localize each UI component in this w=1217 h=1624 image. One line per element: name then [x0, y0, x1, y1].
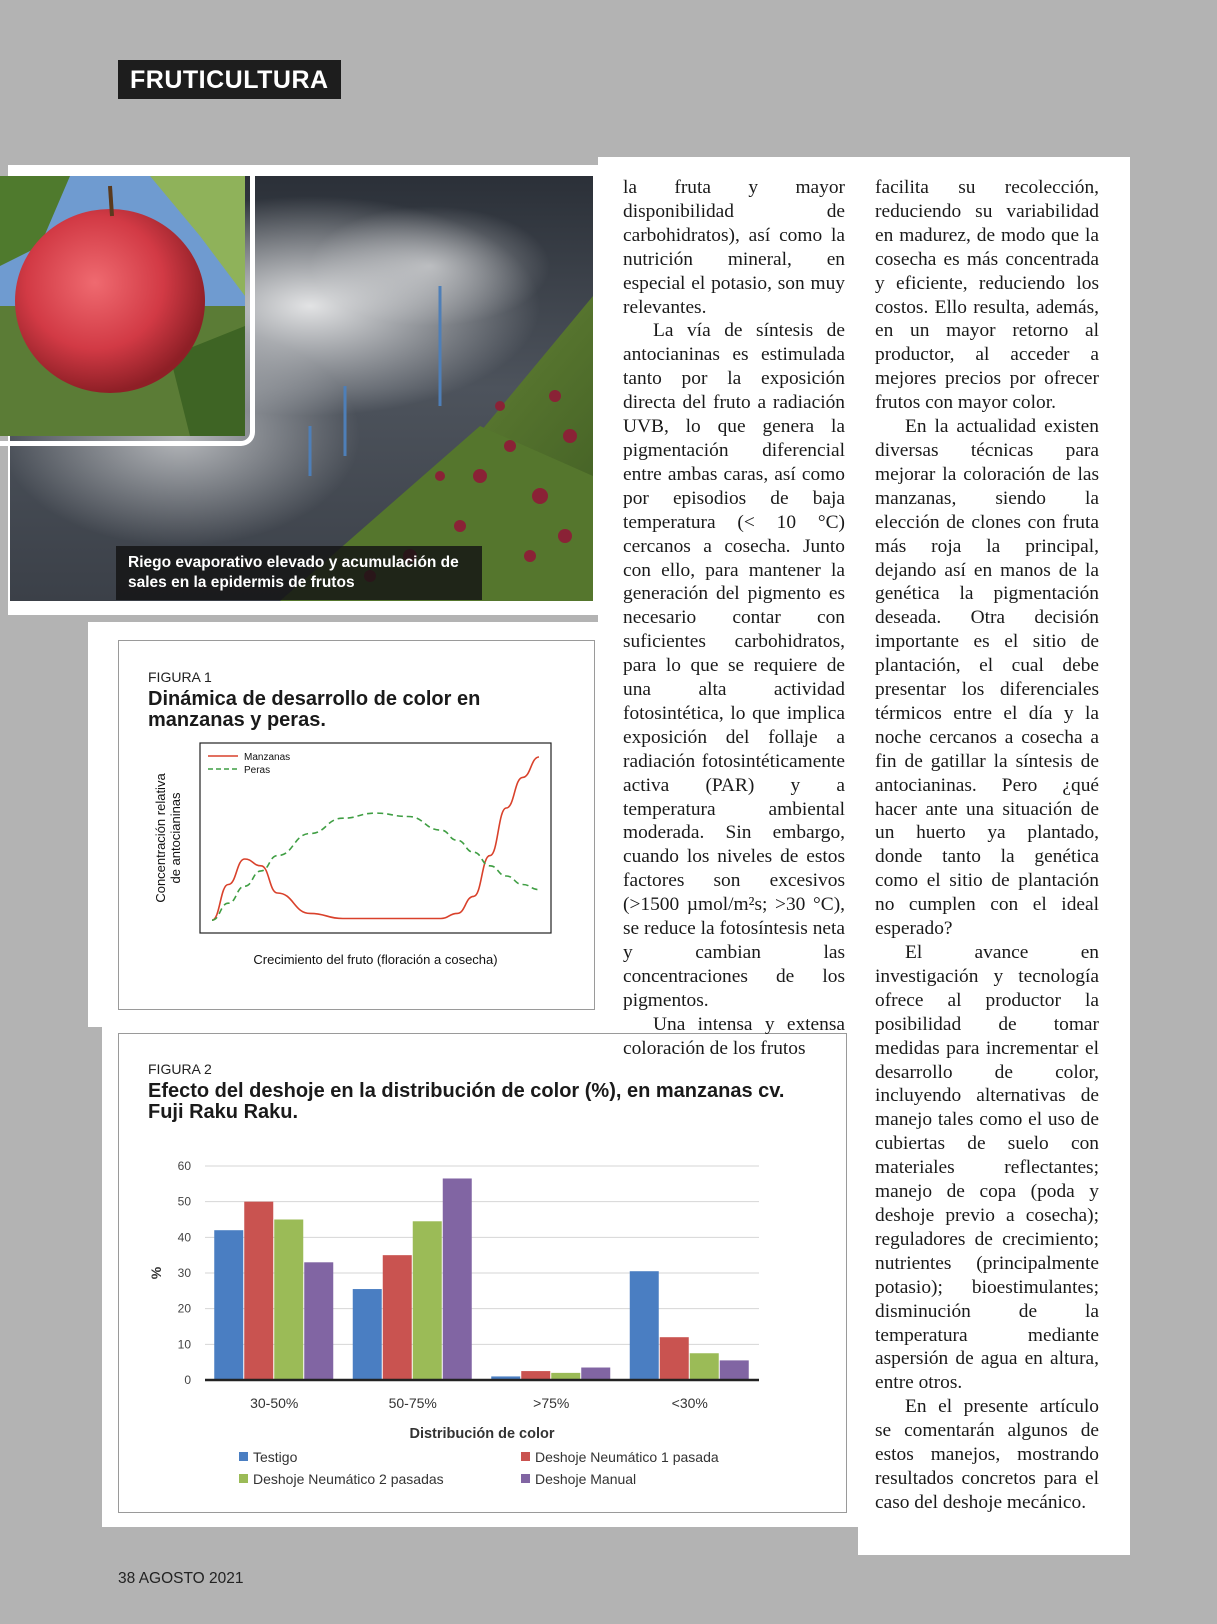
figure-1-label: FIGURA 1	[148, 669, 212, 685]
y-axis-label: %	[148, 1266, 164, 1280]
figure-1	[118, 640, 595, 1010]
y-tick-label: 50	[177, 1194, 191, 1209]
figure-2-label: FIGURA 2	[148, 1061, 212, 1077]
x-tick-label: >75%	[533, 1395, 570, 1411]
legend-label: Testigo	[253, 1449, 298, 1465]
legend-swatch	[521, 1474, 530, 1483]
x-tick-label: <30%	[671, 1395, 708, 1411]
legend-label: Peras	[244, 765, 271, 776]
legend-swatch	[239, 1474, 248, 1483]
paragraph: la fruta y mayor disponibilidad de carbohidratos), así como la nutrición mineral, en especial el potasio, son muy relevantes.	[623, 177, 845, 318]
bar	[443, 1178, 472, 1380]
legend-label: Deshoje Manual	[535, 1471, 637, 1487]
bar	[690, 1353, 719, 1380]
bar	[304, 1262, 333, 1380]
bar	[244, 1202, 273, 1380]
figure-2	[118, 1033, 847, 1513]
bar	[274, 1220, 303, 1381]
legend-swatch	[521, 1452, 530, 1461]
text-column-2	[875, 176, 1099, 1515]
y-tick-label: 60	[177, 1159, 191, 1173]
legend-swatch	[239, 1452, 248, 1461]
bar	[353, 1289, 382, 1380]
paragraph: En el presente artículo se comentarán algunos de estos manejos, mostrando resultados concretos para el caso del deshoje mecánico.	[875, 1396, 1099, 1513]
page-folio: 38 AGOSTO 2021	[118, 1570, 244, 1587]
legend-label: Manzanas	[244, 752, 291, 763]
figure-2-title: Efecto del deshoje en la distribución de color (%), en manzanas cv. Fuji Raku Raku.	[148, 1080, 785, 1123]
bar	[581, 1368, 610, 1380]
bar	[413, 1221, 442, 1380]
x-tick-label: 30-50%	[250, 1395, 299, 1411]
bar	[630, 1271, 659, 1380]
y-tick-label: 0	[184, 1373, 191, 1387]
y-axis-label: Concentración relativade antocianinas	[153, 773, 183, 903]
text-column-1	[623, 176, 845, 1061]
x-axis-label: Crecimiento del fruto (floración a cosecha)	[253, 952, 498, 967]
figure-2-chart	[119, 1034, 846, 1512]
figure-1-title: Dinámica de desarrollo de color en manzanas y peras.	[148, 688, 481, 731]
y-tick-label: 10	[177, 1337, 191, 1352]
x-axis-label: Distribución de color	[409, 1426, 555, 1442]
bar	[660, 1337, 689, 1380]
y-tick-label: 30	[177, 1266, 191, 1280]
legend-label: Deshoje Neumático 2 pasadas	[253, 1471, 444, 1487]
paragraph: Una intensa y extensa coloración de los frutos	[623, 1013, 845, 1059]
section-tag: FRUTICULTURA	[118, 60, 341, 99]
photo-caption: Riego evaporativo elevado y acumulación de sales en la epidermis de frutos	[116, 546, 482, 600]
apple-photo	[0, 176, 255, 446]
paragraph: facilita su recolección, reduciendo su variabilidad en madurez, de modo que la cosecha es más concentrada y eficiente, reduciendo los costos. Ello resulta, además, en un mayor retorno al productor, al acceder a mejores precios por ofrecer frutos con mayor color.	[875, 177, 1099, 414]
figure-1-chart	[119, 641, 594, 1009]
bar	[720, 1360, 749, 1380]
bar	[383, 1255, 412, 1380]
paragraph: La vía de síntesis de antocianinas es estimulada tanto por la exposición directa del fruto a radiación UVB, lo que genera la pigmentación diferencial entre ambas caras, así como por episodios de baja temperatura (< 10 °C) cercanos a cosecha. Junto con ello, para mantener la generación del pigmento es necesario contar con suficientes carbohidratos, para lo que se requiere de una alta actividad fotosintética, lo que implica exposición del follaje a radiación fotosintéticamente activa (PAR) y a temperatura ambiental moderada. Sin embargo, cuando los niveles de estos factores son excesivos (>1500 µmol/m²s; >30 °C), se reduce la fotosíntesis neta y cambian las concentraciones de los pigmentos.	[623, 320, 845, 1011]
y-tick-label: 40	[177, 1230, 191, 1245]
x-tick-label: 50-75%	[388, 1395, 437, 1411]
y-tick-label: 20	[177, 1301, 191, 1316]
paragraph: El avance en investigación y tecnología ofrece al productor la posibilidad de tomar medidas para incrementar el desarrollo de color, incluyendo alternativas de manejo tales como el uso de cubiertas de suelo con materiales reflectantes; manejo de copa (poda y deshoje previo a cosecha); reguladores de crecimiento; nutrientes (principalmente potasio); bioestimulantes; disminución de la temperatura mediante aspersión de agua en altura, entre otros.	[875, 942, 1099, 1394]
paragraph: En la actualidad existen diversas técnicas para mejorar la coloración de las manzanas, siendo la elección de clones con fruta más roja la principal, dejando así en manos de la genética la pigmentación deseada. Otra decisión importante es el sitio de plantación, el cual debe presentar los diferenciales térmicos entre el día y la noche cercanos a cosecha a fin de gatillar la síntesis de antocianinas. Pero ¿qué hacer ante una situación de un huerto ya plantado, donde tanto la genética como el sitio de plantación no cumplen con el ideal esperado?	[875, 416, 1099, 940]
legend-label: Deshoje Neumático 1 pasada	[535, 1449, 719, 1465]
bar	[214, 1230, 243, 1380]
bar	[521, 1371, 550, 1380]
